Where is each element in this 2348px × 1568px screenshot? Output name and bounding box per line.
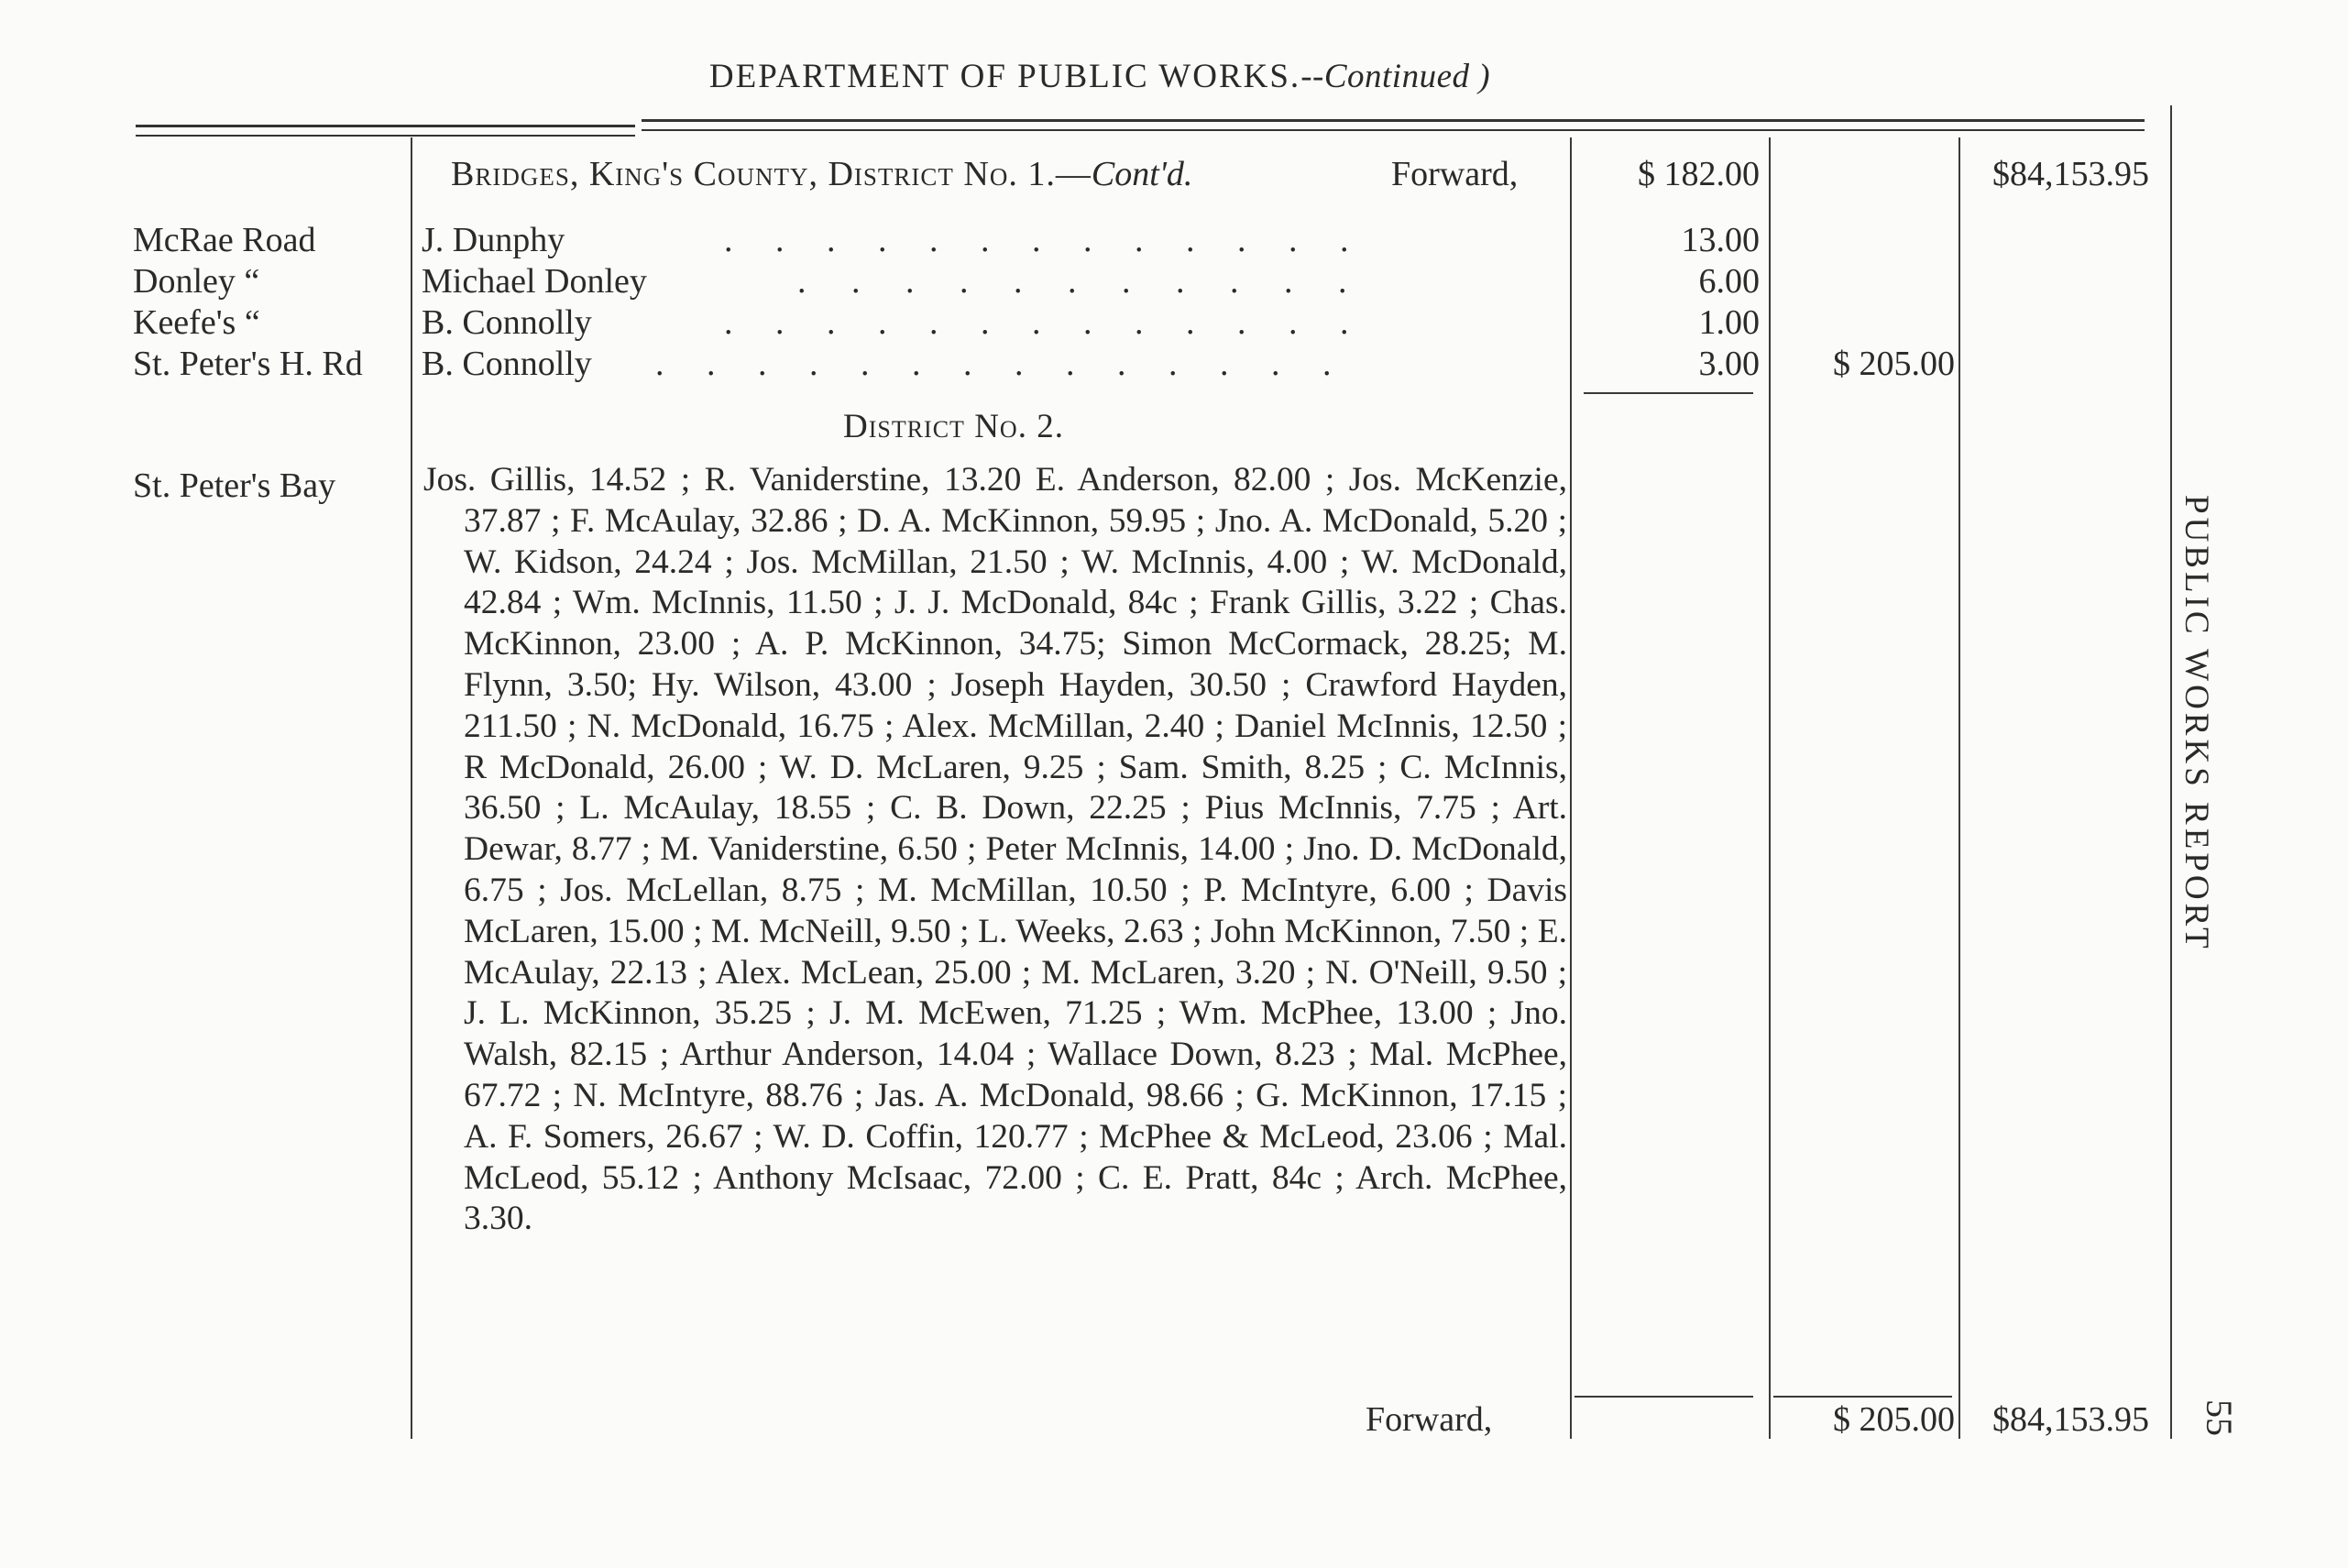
row-amount: 3.00 — [1698, 345, 1760, 383]
row-payee: Michael Donley — [422, 262, 647, 301]
row-payee: B. Connolly — [422, 303, 592, 342]
row-place: Donley “ — [133, 262, 260, 301]
section1-forward-amount: $ 182.00 — [1638, 155, 1760, 193]
page-header — [0, 57, 2200, 96]
side-running-title: PUBLIC WORKS REPORT — [2178, 495, 2215, 952]
section2-payee-text: Jos. Gillis, 14.52 ; R. Vaniderstine, 13.20 E. Anderson, 82.00 ; Jos. McKenzie, 37.87 ; F. McAulay, 32.86 ; D. A. McKinnon, 59.95 ; Jno. A. McDonald, 5.20 ; W. Kidson, 24.24 ; Jos. McMillan, 21.50 ; W. McInnis, 4.00 ; W. McDonald, 42.84 ; Wm. McInnis, 11.50 ; J. J. McDonald, 84c ; Frank Gillis, 3.22 ; Chas. McKinnon, 23.00 ; A. P. McKinnon, 34.75; Simon McCormack, 28.25; M. Flynn, 3.50; Hy. Wilson, 43.00 ; Joseph Hayden, 30.50 ; Crawford Hayden, 211.50 ; N. McDonald, 16.75 ; Alex. McMillan, 2.40 ; Daniel McInnis, 12.50 ; R McDonald, 26.00 ; W. D. McLaren, 9.25 ; Sam. Smith, 8.25 ; C. McInnis, 36.50 ; L. McAulay, 18.55 ; C. B. Down, 22.25 ; Pius McInnis, 7.75 ; Art. Dewar, 8.77 ; M. Vaniderstine, 6.50 ; Peter McInnis, 14.00 ; Jno. D. McDonald, 6.75 ; Jos. McLellan, 8.75 ; M. McMillan, 10.50 ; P. McIntyre, 6.00 ; Davis McLaren, 15.00 ; M. McNeill, 9.50 ; L. Weeks, 2.63 ; John McKinnon, 7.50 ; E. McAulay, 22.13 ; Alex. McLean, 25.00 ; M. McLaren, 3.20 ; N. O'Neill, 9.50 ; J. L. McKinnon, 35.25 ; J. M. McEwen, 71.25 ; Wm. McPhee, 13.00 ; Jno. Walsh, 82.15 ; Arthur Anderson, 14.04 ; Wallace Down, 8.23 ; Mal. McPhee, 67.72 ; N. McIntyre, 88.76 ; Jas. A. McDonald, 98.66 ; G. McKinnon, 17.15 ; A. F. Somers, 26.67 ; W. D. Coffin, 120.77 ; McPhee & McLeod, 23.06 ; Mal. McLeod, 55.12 ; Anthony McIsaac, 72.00 ; C. E. Pratt, 84c ; Arch. McPhee, 3.30. — [423, 461, 1567, 1238]
top-rule-left-2 — [136, 135, 635, 137]
section1-forward-total: $84,153.95 — [1992, 155, 2149, 193]
row-place: Keefe's “ — [133, 303, 260, 342]
section2-payee-list — [423, 460, 1567, 1240]
section1-heading — [451, 154, 1192, 195]
section1-heading-italic: Cont'd. — [1091, 155, 1193, 193]
header-title: DEPARTMENT OF PUBLIC WORKS. — [708, 58, 1301, 95]
row-leader-dots: . . . . . . . . . . . . . — [724, 303, 1349, 342]
header-suffix: --Continued ) — [1300, 58, 1491, 95]
page-number: 55 — [2199, 1399, 2240, 1436]
footer-forward-label: Forward, — [1366, 1400, 1493, 1439]
section1-heading-text: Bridges, King's County, District No. 1.— — [451, 155, 1092, 193]
row-leader-dots: . . . . . . . . . . . — [797, 262, 1347, 301]
row-subtotal: $ 205.00 — [1833, 345, 1955, 383]
section2-place: St. Peter's Bay — [133, 466, 336, 505]
section1-forward-label: Forward, — [1391, 155, 1519, 193]
sum-rule — [1584, 392, 1753, 394]
footer-total: $84,153.95 — [1992, 1400, 2149, 1439]
footer-subtotal: $ 205.00 — [1833, 1400, 1955, 1439]
row-place: McRae Road — [133, 221, 316, 259]
row-payee: B. Connolly — [422, 345, 592, 383]
row-amount: 6.00 — [1698, 262, 1760, 301]
row-amount: 13.00 — [1681, 221, 1760, 259]
row-leader-dots: . . . . . . . . . . . . . — [724, 221, 1349, 259]
row-payee: J. Dunphy — [422, 221, 565, 259]
section2-heading: District No. 2. — [843, 408, 1064, 445]
footer-rule-subtotal — [1773, 1396, 1952, 1398]
top-rule-right-1 — [642, 119, 2145, 122]
row-place: St. Peter's H. Rd — [133, 345, 363, 383]
column-divider-amount — [1570, 137, 1572, 1439]
column-divider-subtotal — [1769, 137, 1771, 1439]
top-rule-left-1 — [136, 125, 635, 127]
column-divider-place — [411, 137, 412, 1439]
column-divider-total — [1958, 137, 1960, 1439]
row-amount: 1.00 — [1698, 303, 1760, 342]
top-rule-right-2 — [642, 129, 2145, 131]
row-leader-dots: . . . . . . . . . . . . . . — [655, 345, 1332, 383]
footer-rule-amount — [1574, 1396, 1753, 1398]
